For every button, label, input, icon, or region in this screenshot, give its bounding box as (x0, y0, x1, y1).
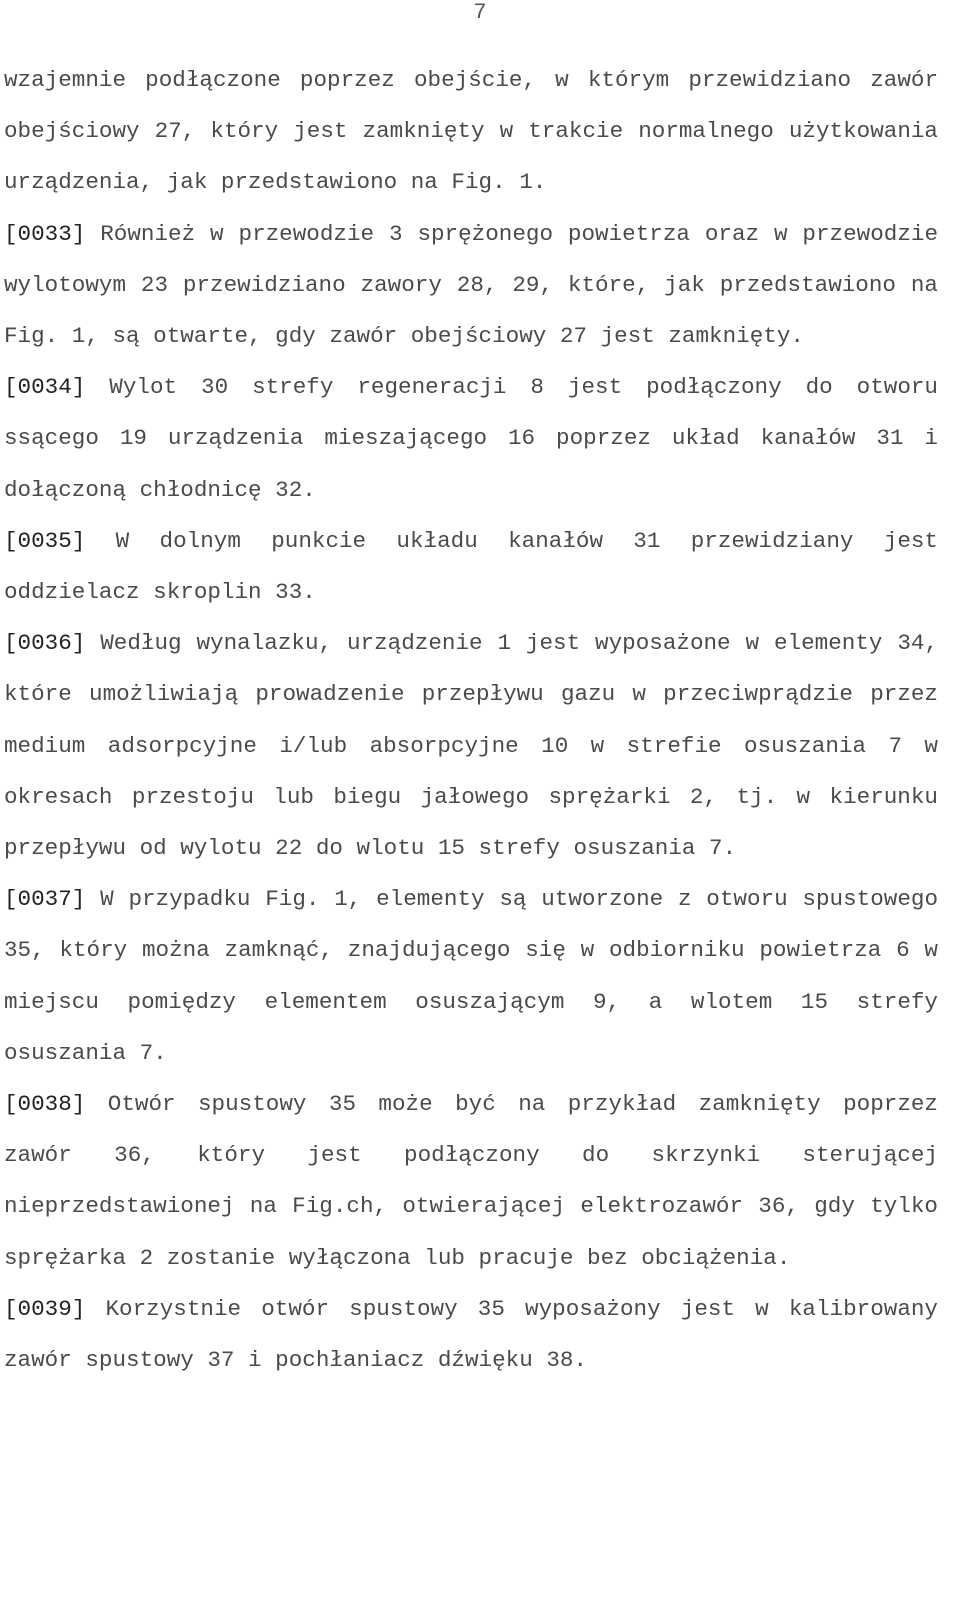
paragraph-text: W przypadku Fig. 1, elementy są utworzone z otworu spustowego 35, który można zamknąć, znajdującego się w odbiorniku powietrza 6 w miejscu pomiędzy elementem osuszającym 9, a wlotem 15 strefy osuszania 7. (4, 886, 938, 1066)
paragraph-0035 (4, 516, 938, 618)
paragraph-continuation (4, 55, 938, 209)
paragraph-number: [0036] (4, 630, 86, 657)
paragraph-0038 (4, 1079, 938, 1284)
paragraph-0033 (4, 209, 938, 363)
paragraph-number: [0034] (4, 374, 86, 401)
page-number: 7 (473, 0, 487, 25)
paragraph-text: wzajemnie podłączone poprzez obejście, w którym przewidziano zawór obejściowy 27, który jest zamknięty w trakcie normalnego użytkowania urządzenia, jak przedstawiono na Fig. 1. (4, 67, 938, 196)
paragraph-0036 (4, 618, 938, 874)
paragraph-number: [0038] (4, 1091, 86, 1118)
paragraph-number: [0037] (4, 886, 86, 913)
paragraph-number: [0033] (4, 220, 86, 247)
paragraph-text: Wylot 30 strefy regeneracji 8 jest podłączony do otworu ssącego 19 urządzenia mieszającego 16 poprzez układ kanałów 31 i dołączoną chłodnicę 32. (4, 374, 938, 503)
paragraph-0039 (4, 1284, 938, 1386)
paragraph-number: [0035] (4, 527, 86, 554)
paragraph-number: [0039] (4, 1295, 86, 1322)
paragraph-0037 (4, 874, 938, 1079)
paragraph-text: Również w przewodzie 3 sprężonego powietrza oraz w przewodzie wylotowym 23 przewidziano zawory 28, 29, które, jak przedstawiono na Fig. 1, są otwarte, gdy zawór obejściowy 27 jest zamknięty. (4, 220, 938, 350)
paragraph-text: Otwór spustowy 35 może być na przykład zamknięty poprzez zawór 36, który jest podłączony do skrzynki sterującej nieprzedstawionej na Fig.ch, otwierającej elektrozawór 36, gdy tylko sprężarka 2 zostanie wyłączona lub pracuje bez obciążenia. (4, 1091, 938, 1271)
paragraph-text: Korzystnie otwór spustowy 35 wyposażony jest w kalibrowany zawór spustowy 37 i pochłaniacz dźwięku 38. (4, 1295, 938, 1374)
document-body (4, 55, 938, 1386)
paragraph-text: Według wynalazku, urządzenie 1 jest wyposażone w elementy 34, które umożliwiają prowadzenie przepływu gazu w przeciwprądzie przez medium adsorpcyjne i/lub absorpcyjne 10 w strefie osuszania 7 w okresach przestoju lub biegu jałowego sprężarki 2, tj. w kierunku przepływu od wylotu 22 do wlotu 15 strefy osuszania 7. (4, 630, 938, 862)
paragraph-0034 (4, 362, 938, 516)
paragraph-text: W dolnym punkcie układu kanałów 31 przewidziany jest oddzielacz skroplin 33. (4, 527, 938, 606)
